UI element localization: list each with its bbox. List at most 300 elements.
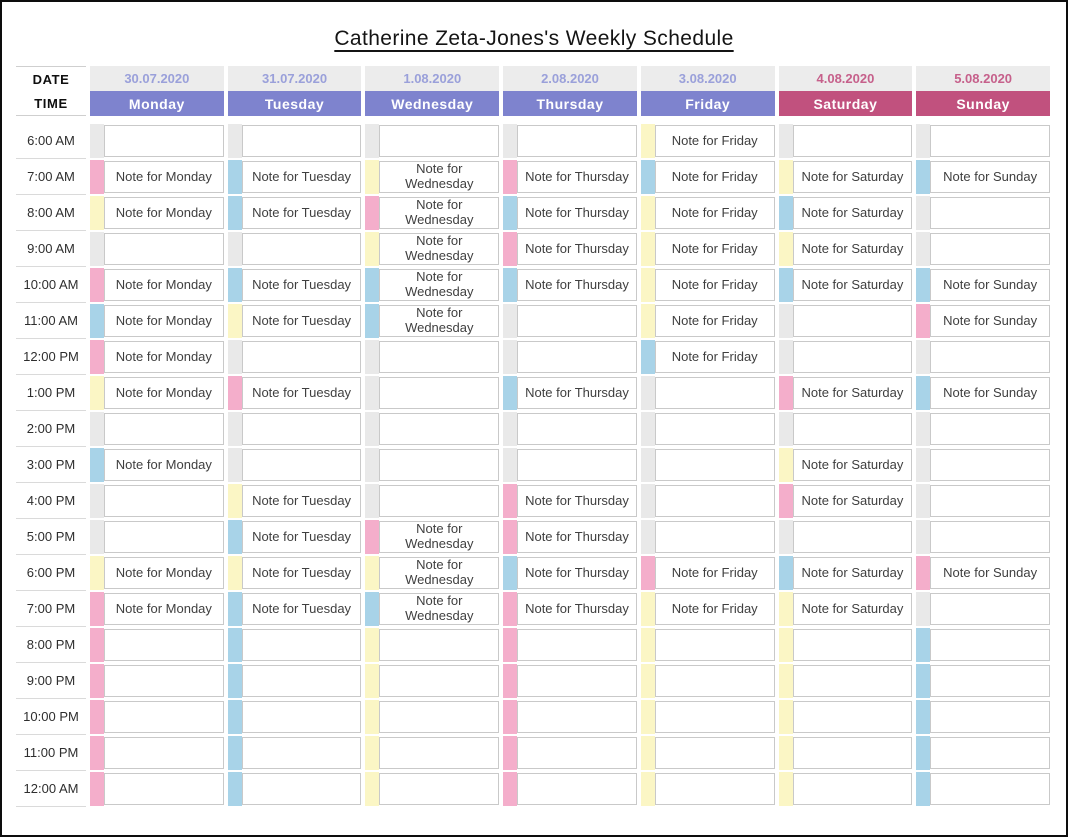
note-cell[interactable] <box>242 233 362 265</box>
schedule-cell <box>916 267 1050 303</box>
note-cell[interactable]: Note for Tuesday <box>242 161 362 193</box>
note-cell[interactable]: Note for Saturday <box>793 557 913 589</box>
schedule-cell <box>90 591 224 627</box>
cell-color-tab-gray <box>779 304 793 338</box>
note-cell[interactable] <box>517 125 637 157</box>
cell-color-tab-yellow <box>779 736 793 770</box>
note-cell[interactable] <box>379 485 499 517</box>
cell-color-tab-gray <box>779 340 793 374</box>
note-cell[interactable]: Note for Tuesday <box>242 557 362 589</box>
cell-color-tab-gray <box>916 412 930 446</box>
schedule-table <box>16 66 1050 807</box>
note-cell[interactable]: Note for Thursday <box>517 377 637 409</box>
schedule-cell <box>90 447 224 483</box>
note-cell[interactable]: Note for Monday <box>104 341 224 373</box>
cell-color-tab-pink <box>90 700 104 734</box>
note-cell[interactable] <box>517 665 637 697</box>
corner-cell <box>16 66 86 116</box>
note-cell[interactable] <box>242 413 362 445</box>
schedule-cell <box>228 771 362 807</box>
schedule-cell <box>365 411 499 447</box>
schedule-cell <box>916 339 1050 375</box>
schedule-cell <box>503 123 637 159</box>
note-cell[interactable] <box>517 413 637 445</box>
note-cell[interactable]: Note for Friday <box>655 593 775 625</box>
cell-color-tab-blue <box>228 592 242 626</box>
schedule-cell <box>641 195 775 231</box>
cell-color-tab-pink <box>779 376 793 410</box>
note-cell[interactable] <box>930 485 1050 517</box>
note-cell[interactable] <box>104 485 224 517</box>
cell-color-tab-yellow <box>228 304 242 338</box>
note-cell[interactable] <box>793 521 913 553</box>
cell-color-tab-blue <box>90 304 104 338</box>
note-cell[interactable] <box>930 773 1050 805</box>
note-cell[interactable]: Note for Saturday <box>793 233 913 265</box>
note-cell[interactable] <box>793 773 913 805</box>
note-cell[interactable] <box>242 629 362 661</box>
schedule-cell <box>779 195 913 231</box>
schedule-cell <box>641 555 775 591</box>
cell-color-tab-pink <box>503 772 517 806</box>
note-cell[interactable] <box>930 737 1050 769</box>
cell-color-tab-blue <box>228 772 242 806</box>
cell-color-tab-yellow <box>365 556 379 590</box>
day-header-cell: Sunday <box>916 91 1050 116</box>
note-cell[interactable]: Note for Monday <box>104 377 224 409</box>
schedule-cell <box>228 231 362 267</box>
note-cell[interactable] <box>655 521 775 553</box>
note-cell[interactable] <box>104 737 224 769</box>
note-cell[interactable] <box>930 665 1050 697</box>
note-cell[interactable]: Note for Sunday <box>930 557 1050 589</box>
schedule-cell <box>90 195 224 231</box>
note-cell[interactable] <box>379 413 499 445</box>
schedule-cell <box>779 591 913 627</box>
note-cell[interactable] <box>930 593 1050 625</box>
cell-color-tab-blue <box>503 196 517 230</box>
note-cell[interactable] <box>793 629 913 661</box>
cell-color-tab-gray <box>365 340 379 374</box>
note-cell[interactable] <box>104 233 224 265</box>
note-cell[interactable]: Note for Monday <box>104 449 224 481</box>
cell-color-tab-yellow <box>779 592 793 626</box>
schedule-cell <box>503 231 637 267</box>
note-cell[interactable] <box>104 701 224 733</box>
note-cell[interactable] <box>793 341 913 373</box>
note-cell[interactable] <box>379 701 499 733</box>
note-cell[interactable]: Note for Tuesday <box>242 593 362 625</box>
note-cell[interactable]: Note for Friday <box>655 305 775 337</box>
cell-color-tab-pink <box>90 664 104 698</box>
schedule-cell <box>641 231 775 267</box>
note-cell[interactable] <box>655 665 775 697</box>
note-cell[interactable]: Note for Friday <box>655 557 775 589</box>
schedule-cell <box>90 519 224 555</box>
note-cell[interactable]: Note for Tuesday <box>242 377 362 409</box>
schedule-cell <box>365 591 499 627</box>
schedule-cell <box>365 231 499 267</box>
cell-color-tab-pink <box>90 772 104 806</box>
note-cell[interactable]: Note for Sunday <box>930 377 1050 409</box>
note-cell[interactable]: Note for Saturday <box>793 593 913 625</box>
note-cell[interactable] <box>517 305 637 337</box>
schedule-cell <box>365 375 499 411</box>
cell-color-tab-blue <box>503 376 517 410</box>
note-cell[interactable] <box>379 341 499 373</box>
schedule-cell <box>228 735 362 771</box>
schedule-cell <box>228 663 362 699</box>
note-cell[interactable] <box>242 737 362 769</box>
schedule-cell <box>916 627 1050 663</box>
schedule-cell <box>779 627 913 663</box>
note-cell[interactable] <box>242 449 362 481</box>
cell-color-tab-yellow <box>365 700 379 734</box>
cell-color-tab-gray <box>641 376 655 410</box>
schedule-cell <box>916 411 1050 447</box>
schedule-cell <box>779 771 913 807</box>
date-header-cell: 3.08.2020 <box>641 66 775 91</box>
schedule-cell <box>365 699 499 735</box>
note-cell[interactable] <box>379 125 499 157</box>
cell-color-tab-gray <box>90 412 104 446</box>
schedule-cell <box>365 303 499 339</box>
schedule-cell <box>503 447 637 483</box>
schedule-cell <box>916 735 1050 771</box>
schedule-cell <box>365 123 499 159</box>
note-cell[interactable] <box>242 701 362 733</box>
cell-color-tab-gray <box>779 520 793 554</box>
note-cell[interactable]: Note for Thursday <box>517 161 637 193</box>
schedule-cell <box>90 735 224 771</box>
cell-color-tab-pink <box>503 232 517 266</box>
cell-color-tab-yellow <box>641 736 655 770</box>
note-cell[interactable]: Note for Friday <box>655 161 775 193</box>
cell-color-tab-gray <box>916 520 930 554</box>
note-cell[interactable]: Note for Monday <box>104 161 224 193</box>
note-cell[interactable] <box>104 413 224 445</box>
schedule-cell <box>228 627 362 663</box>
note-cell[interactable] <box>517 773 637 805</box>
note-cell[interactable]: Note for Sunday <box>930 269 1050 301</box>
cell-color-tab-gray <box>228 124 242 158</box>
schedule-cell <box>641 627 775 663</box>
schedule-cell <box>779 699 913 735</box>
note-cell[interactable] <box>242 341 362 373</box>
note-cell[interactable] <box>242 773 362 805</box>
schedule-cell <box>365 735 499 771</box>
note-cell[interactable] <box>517 449 637 481</box>
note-cell[interactable] <box>104 521 224 553</box>
note-cell[interactable] <box>379 629 499 661</box>
schedule-cell <box>90 483 224 519</box>
note-cell[interactable] <box>930 521 1050 553</box>
cell-color-tab-yellow <box>779 448 793 482</box>
note-cell[interactable]: Note for Monday <box>104 557 224 589</box>
note-cell[interactable]: Note for Monday <box>104 197 224 229</box>
schedule-cell <box>503 591 637 627</box>
cell-color-tab-blue <box>228 736 242 770</box>
note-cell[interactable] <box>793 701 913 733</box>
cell-color-tab-blue <box>365 268 379 302</box>
schedule-cell <box>641 699 775 735</box>
schedule-cell <box>90 555 224 591</box>
cell-color-tab-yellow <box>365 736 379 770</box>
schedule-cell <box>779 123 913 159</box>
time-label: 1:00 PM <box>16 375 86 411</box>
cell-color-tab-gray <box>641 412 655 446</box>
schedule-cell <box>90 771 224 807</box>
cell-color-tab-pink <box>503 160 517 194</box>
note-cell[interactable] <box>930 629 1050 661</box>
note-cell[interactable]: Note for Wednesday <box>379 521 499 553</box>
schedule-cell <box>916 555 1050 591</box>
time-label: 10:00 PM <box>16 699 86 735</box>
note-cell[interactable]: Note for Tuesday <box>242 485 362 517</box>
note-cell[interactable]: Note for Saturday <box>793 377 913 409</box>
note-cell[interactable] <box>655 737 775 769</box>
cell-color-tab-gray <box>228 340 242 374</box>
cell-color-tab-pink <box>503 700 517 734</box>
cell-color-tab-blue <box>228 700 242 734</box>
schedule-cell <box>916 519 1050 555</box>
time-label: 12:00 PM <box>16 339 86 375</box>
schedule-cell <box>228 195 362 231</box>
note-cell[interactable]: Note for Saturday <box>793 449 913 481</box>
note-cell[interactable]: Note for Tuesday <box>242 305 362 337</box>
note-cell[interactable] <box>104 125 224 157</box>
cell-color-tab-pink <box>90 592 104 626</box>
time-label: 8:00 AM <box>16 195 86 231</box>
note-cell[interactable] <box>104 629 224 661</box>
note-cell[interactable] <box>930 341 1050 373</box>
note-cell[interactable]: Note for Tuesday <box>242 269 362 301</box>
note-cell[interactable] <box>104 665 224 697</box>
cell-color-tab-yellow <box>90 376 104 410</box>
note-cell[interactable]: Note for Tuesday <box>242 197 362 229</box>
cell-color-tab-gray <box>90 484 104 518</box>
day-header-cell: Tuesday <box>228 91 362 116</box>
schedule-cell <box>779 519 913 555</box>
time-label: 11:00 PM <box>16 735 86 771</box>
day-header-cell: Thursday <box>503 91 637 116</box>
schedule-cell <box>228 339 362 375</box>
note-cell[interactable] <box>793 125 913 157</box>
note-cell[interactable] <box>930 413 1050 445</box>
cell-color-tab-blue <box>916 160 930 194</box>
note-cell[interactable] <box>655 449 775 481</box>
note-cell[interactable] <box>930 701 1050 733</box>
schedule-cell <box>365 555 499 591</box>
schedule-cell <box>916 483 1050 519</box>
cell-color-tab-pink <box>503 484 517 518</box>
time-label: 2:00 PM <box>16 411 86 447</box>
schedule-cell <box>503 699 637 735</box>
time-label: 12:00 AM <box>16 771 86 807</box>
note-cell[interactable]: Note for Wednesday <box>379 197 499 229</box>
cell-color-tab-yellow <box>641 700 655 734</box>
note-cell[interactable] <box>242 665 362 697</box>
note-cell[interactable] <box>517 341 637 373</box>
note-cell[interactable]: Note for Friday <box>655 125 775 157</box>
note-cell[interactable] <box>930 197 1050 229</box>
schedule-cell <box>503 735 637 771</box>
schedule-cell <box>641 267 775 303</box>
day-header-cell: Friday <box>641 91 775 116</box>
cell-color-tab-yellow <box>365 232 379 266</box>
schedule-cell <box>90 231 224 267</box>
note-cell[interactable]: Note for Saturday <box>793 161 913 193</box>
page-title: Catherine Zeta-Jones's Weekly Schedule <box>334 27 734 50</box>
note-cell[interactable]: Note for Thursday <box>517 593 637 625</box>
date-header-cell: 4.08.2020 <box>779 66 913 91</box>
note-cell[interactable] <box>930 233 1050 265</box>
schedule-cell <box>779 555 913 591</box>
note-cell[interactable] <box>655 377 775 409</box>
schedule-cell <box>779 483 913 519</box>
note-cell[interactable]: Note for Tuesday <box>242 521 362 553</box>
note-cell[interactable] <box>655 485 775 517</box>
cell-color-tab-pink <box>90 340 104 374</box>
schedule-cell <box>90 375 224 411</box>
note-cell[interactable]: Note for Wednesday <box>379 593 499 625</box>
cell-color-tab-yellow <box>90 556 104 590</box>
time-label: 9:00 PM <box>16 663 86 699</box>
time-label: 11:00 AM <box>16 303 86 339</box>
cell-color-tab-gray <box>365 412 379 446</box>
note-cell[interactable]: Note for Saturday <box>793 269 913 301</box>
cell-color-tab-yellow <box>365 160 379 194</box>
note-cell[interactable]: Note for Monday <box>104 305 224 337</box>
cell-color-tab-gray <box>228 448 242 482</box>
cell-color-tab-yellow <box>779 160 793 194</box>
cell-color-tab-blue <box>779 196 793 230</box>
note-cell[interactable]: Note for Friday <box>655 269 775 301</box>
schedule-cell <box>90 303 224 339</box>
note-cell[interactable]: Note for Thursday <box>517 269 637 301</box>
schedule-cell <box>365 519 499 555</box>
note-cell[interactable] <box>379 665 499 697</box>
cell-color-tab-yellow <box>641 628 655 662</box>
schedule-cell <box>90 663 224 699</box>
time-label: 6:00 PM <box>16 555 86 591</box>
note-cell[interactable]: Note for Sunday <box>930 305 1050 337</box>
cell-color-tab-gray <box>365 376 379 410</box>
note-cell[interactable] <box>793 305 913 337</box>
cell-color-tab-gray <box>365 448 379 482</box>
schedule-cell <box>503 771 637 807</box>
schedule-cell <box>641 303 775 339</box>
note-cell[interactable] <box>379 449 499 481</box>
cell-color-tab-pink <box>90 736 104 770</box>
schedule-cell <box>365 195 499 231</box>
cell-color-tab-pink <box>916 556 930 590</box>
cell-color-tab-gray <box>503 448 517 482</box>
cell-color-tab-blue <box>228 520 242 554</box>
schedule-cell <box>779 447 913 483</box>
note-cell[interactable] <box>655 629 775 661</box>
note-cell[interactable]: Note for Monday <box>104 269 224 301</box>
note-cell[interactable] <box>242 125 362 157</box>
cell-color-tab-blue <box>641 340 655 374</box>
cell-color-tab-yellow <box>779 772 793 806</box>
note-cell[interactable]: Note for Thursday <box>517 557 637 589</box>
schedule-cell <box>779 663 913 699</box>
note-cell[interactable]: Note for Friday <box>655 233 775 265</box>
schedule-cell <box>228 375 362 411</box>
note-cell[interactable] <box>104 773 224 805</box>
note-cell[interactable] <box>655 413 775 445</box>
note-cell[interactable]: Note for Thursday <box>517 197 637 229</box>
schedule-cell <box>641 447 775 483</box>
note-cell[interactable]: Note for Saturday <box>793 485 913 517</box>
note-cell[interactable] <box>379 737 499 769</box>
schedule-cell <box>503 663 637 699</box>
note-cell[interactable] <box>517 629 637 661</box>
day-header-cell: Wednesday <box>365 91 499 116</box>
schedule-cell <box>916 771 1050 807</box>
note-cell[interactable]: Note for Saturday <box>793 197 913 229</box>
cell-color-tab-blue <box>916 772 930 806</box>
note-cell[interactable]: Note for Thursday <box>517 521 637 553</box>
cell-color-tab-gray <box>916 484 930 518</box>
cell-color-tab-pink <box>503 628 517 662</box>
note-cell[interactable] <box>379 773 499 805</box>
cell-color-tab-blue <box>228 268 242 302</box>
note-cell[interactable]: Note for Thursday <box>517 233 637 265</box>
cell-color-tab-gray <box>641 520 655 554</box>
cell-color-tab-yellow <box>779 232 793 266</box>
note-cell[interactable] <box>655 701 775 733</box>
day-header-cell: Saturday <box>779 91 913 116</box>
note-cell[interactable] <box>793 413 913 445</box>
cell-color-tab-blue <box>228 196 242 230</box>
note-cell[interactable]: Note for Wednesday <box>379 233 499 265</box>
date-header-cell: 1.08.2020 <box>365 66 499 91</box>
note-cell[interactable] <box>930 449 1050 481</box>
note-cell[interactable]: Note for Wednesday <box>379 161 499 193</box>
note-cell[interactable]: Note for Wednesday <box>379 557 499 589</box>
note-cell[interactable]: Note for Friday <box>655 341 775 373</box>
note-cell[interactable]: Note for Thursday <box>517 485 637 517</box>
note-cell[interactable] <box>793 665 913 697</box>
schedule-cell <box>365 339 499 375</box>
schedule-cell <box>916 123 1050 159</box>
note-cell[interactable]: Note for Sunday <box>930 161 1050 193</box>
note-cell[interactable] <box>517 737 637 769</box>
note-cell[interactable]: Note for Wednesday <box>379 305 499 337</box>
time-label: 7:00 AM <box>16 159 86 195</box>
time-label: 6:00 AM <box>16 123 86 159</box>
day-header-cell: Monday <box>90 91 224 116</box>
cell-color-tab-pink <box>503 592 517 626</box>
note-cell[interactable]: Note for Monday <box>104 593 224 625</box>
schedule-cell <box>916 663 1050 699</box>
note-cell[interactable]: Note for Friday <box>655 197 775 229</box>
cell-color-tab-pink <box>503 520 517 554</box>
note-cell[interactable] <box>517 701 637 733</box>
note-cell[interactable] <box>655 773 775 805</box>
note-cell[interactable] <box>379 377 499 409</box>
note-cell[interactable] <box>930 125 1050 157</box>
cell-color-tab-yellow <box>365 628 379 662</box>
schedule-cell <box>228 519 362 555</box>
time-label: 9:00 AM <box>16 231 86 267</box>
cell-color-tab-yellow <box>641 304 655 338</box>
cell-color-tab-blue <box>916 628 930 662</box>
note-cell[interactable] <box>793 737 913 769</box>
note-cell[interactable]: Note for Wednesday <box>379 269 499 301</box>
